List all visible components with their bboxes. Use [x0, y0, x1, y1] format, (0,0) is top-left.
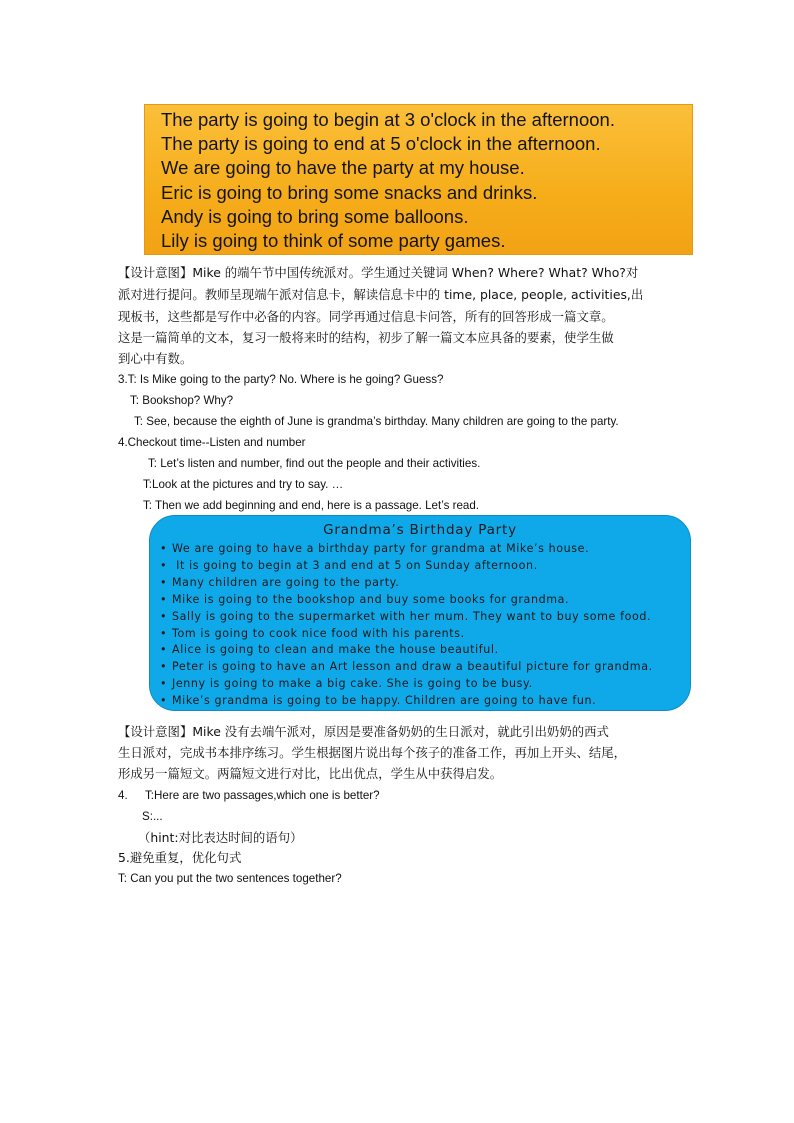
passage-item — [160, 541, 653, 558]
step-3-question: 3.T: Is Mike going to the party? No. Where is he going? Guess? — [118, 373, 444, 386]
sentence-line: The party is going to end at 5 o'clock in the afternoon. — [161, 133, 601, 155]
sentence-line: Andy is going to bring some balloons. — [161, 205, 469, 227]
step-4-number: 4. — [118, 789, 128, 802]
passage-item-text: Alice is going to clean and make the house beautiful. — [172, 643, 499, 657]
bullet-icon: • — [160, 694, 168, 708]
bullet-icon: • — [160, 643, 168, 657]
design-intent-paragraph-1: 【设计意图】Mike 的端午节中国传统派对。学生通过关键词 When? Where? What? Who?对 — [118, 265, 639, 280]
passage-item-text: It is going to begin at 3 and end at 5 on Sunday afternoon. — [172, 558, 538, 572]
passage-item-text: Jenny is going to make a big cake. She is going to be busy. — [172, 677, 533, 691]
passage-item — [160, 558, 653, 575]
passage-item-text: Mike’s grandma is going to be happy. Children are going to have fun. — [172, 694, 597, 708]
sentence-line: We are going to have the party at my house. — [161, 157, 525, 179]
passage-item-text: Peter is going to have an Art lesson and draw a beautiful picture for grandma. — [172, 660, 653, 674]
bullet-icon: • — [160, 626, 168, 640]
bullet-icon: • — [160, 677, 168, 691]
passage-item — [160, 659, 653, 676]
step-4-line: T: Let’s listen and number, find out the people and their activities. — [148, 457, 481, 470]
bullet-icon: • — [160, 542, 168, 555]
hint-text: （hint:对比表达时间的语句） — [138, 830, 303, 845]
passage-title: Grandma’s Birthday Party — [323, 522, 517, 538]
passage-item — [160, 693, 653, 710]
step-3-answer: T: Bookshop? Why? — [130, 394, 234, 407]
passage-item-text: Sally is going to the supermarket with her mum. They want to buy some food. — [172, 609, 652, 623]
step-4-title: 4.Checkout time--Listen and number — [118, 436, 306, 449]
design-intent-paragraph-2: 【设计意图】Mike 没有去端午派对，原因是要准备奶奶的生日派对，就此引出奶奶的西式 — [118, 724, 609, 739]
design-intent-paragraph-1: 到心中有数。 — [118, 351, 193, 366]
passage-item-text: Many children are going to the party. — [172, 575, 400, 589]
design-intent-paragraph-1: 现板书，这些都是写作中必备的内容。同学再通过信息卡问答，所有的回答形成一篇文章。 — [118, 309, 614, 324]
passage-item-text: Tom is going to cook nice food with his parents. — [172, 626, 465, 640]
step-4-line: T:Look at the pictures and try to say. … — [143, 478, 344, 491]
bullet-icon: • — [160, 660, 168, 674]
sentence-line: Lily is going to think of some party games. — [161, 230, 506, 252]
bullet-icon: • — [160, 592, 168, 606]
birthday-passage-box — [149, 515, 691, 711]
passage-list — [160, 541, 653, 710]
step-4-question: T:Here are two passages,which one is better? — [145, 789, 380, 802]
passage-item-text: We are going to have a birthday party for grandma at Mike’s house. — [172, 542, 590, 555]
bullet-icon: • — [160, 575, 168, 589]
bullet-icon: • — [160, 609, 168, 623]
sentence-line: The party is going to begin at 3 o'clock in the afternoon. — [161, 109, 615, 130]
passage-item — [160, 642, 653, 659]
passage-item-text: Mike is going to the bookshop and buy some books for grandma. — [172, 592, 570, 606]
bullet-icon: • — [160, 558, 168, 572]
design-intent-paragraph-1: 派对进行提问。教师呈现端午派对信息卡，解读信息卡中的 time, place, people, activities,出 — [118, 287, 644, 302]
step-5-title: 5.避免重复，优化句式 — [118, 850, 242, 865]
sentence-line: Eric is going to bring some snacks and drinks. — [161, 181, 538, 203]
passage-item — [160, 626, 653, 643]
sentence-box — [144, 104, 693, 255]
step-4-line: T: Then we add beginning and end, here is a passage. Let’s read. — [143, 499, 480, 512]
passage-item — [160, 592, 653, 609]
passage-item — [160, 575, 653, 592]
student-answer: S:... — [142, 810, 163, 823]
step-3-answer: T: See, because the eighth of June is grandma’s birthday. Many children are going to the party. — [134, 415, 619, 428]
passage-item — [160, 676, 653, 693]
design-intent-paragraph-1: 这是一篇简单的文本，复习一般将来时的结构，初步了解一篇文本应具备的要素，使学生做 — [118, 330, 614, 345]
design-intent-paragraph-2: 生日派对，完成书本排序练习。学生根据图片说出每个孩子的准备工作，再加上开头、结尾， — [118, 745, 627, 760]
step-5-question: T: Can you put the two sentences together? — [118, 872, 342, 885]
design-intent-paragraph-2: 形成另一篇短文。两篇短文进行对比，比出优点，学生从中获得启发。 — [118, 766, 503, 781]
passage-item — [160, 609, 653, 626]
